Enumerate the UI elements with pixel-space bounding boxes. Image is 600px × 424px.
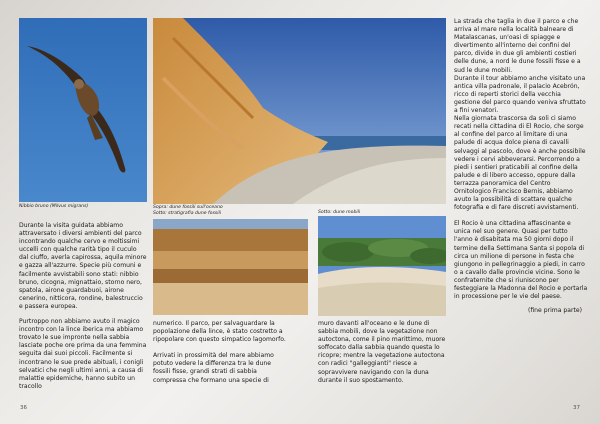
mobile-dunes-photo xyxy=(318,216,446,316)
col1-paragraph-1: Durante la visita guidata abbiamo attraversato i diversi ambienti del parco incontrando qualche cervo e moltissimi uccelli con qualche rarità tipo il cuculo dal ciuffo, averla capirossa, aquila minore e gazza all'azzurre. Specie più comuni e facilmente avvistabili sono stati: nibbio bruno, cicogna, mignattaio, storno nero, spatola, airone guardabuoi, airone cenerino, nitticora, rondine, balestruccio e passera europea. xyxy=(19,222,147,310)
col4-paragraph-3: Nella giornata trascorsa da soli ci siamo recati nella cittadina di El Rocio, che sorge al confine del parco al limitare di una palude di acqua dolce piena di cavalli selvaggi al pascolo, dove è anche possibile vedere i cervi abbeverarsi. Percorrendo a piedi i sentieri praticabili al confine della palude e di libero accesso, oppure dalla terrazza panoramica del Centro Ornitologico Francisco Bernis, abbiamo avuto la possibilità di scattare qualche fotografia e di fare discreti avvistamenti. xyxy=(454,115,586,212)
col1-paragraph-2: Purtroppo non abbiamo avuto il magico incontro con la lince iberica ma abbiamo trovato le sue impronte nella sabbia lasciate poche ore prima da una femmina seguita dai suoi piccoli. Facilmente si incontrano le sue prede abituali, i conigli selvatici che negli ultimi anni, a causa di malattie epidemiche, hanno subito un tracollo xyxy=(19,318,147,390)
kite-caption: Nibbio bruno (Milvus migrans) xyxy=(19,204,89,209)
col4-paragraph-2: Durante il tour abbiamo anche visitato una antica villa padronale, il palacio Acebrón, ricco di reperti storici della vecchia gestione del parco quando veniva sfruttato a fini venatori. xyxy=(454,74,586,115)
col2-text xyxy=(153,320,287,385)
col4-paragraph-1: La strada che taglia in due il parco e che arriva al mare nella località balneare di Matalascanas, un'oasi di spiagge e divertimento all'interno dei confini del parco, divide in due gli ambienti costieri delle dune, a nord le dune fossili fisse e a sud le dune mobili. xyxy=(454,18,581,74)
stratigraphy-photo-art xyxy=(153,219,308,315)
col2-paragraph-2: Arrivati in prossimità del mare abbiamo potuto vedere la differenza tra le dune fossili fisse, grandi strati di sabbia compressa che formano una specie di xyxy=(153,352,274,384)
continued-note: (fine prima parte) xyxy=(527,307,582,315)
dunes-strat-caption: Sotto: stratigrafia dune fossili xyxy=(153,211,222,216)
page-number-right: 37 xyxy=(573,405,580,411)
dunes-top-photo xyxy=(153,18,446,204)
col3-text xyxy=(318,320,446,385)
kite-photo-art xyxy=(19,18,147,202)
dunes-top-photo-art xyxy=(153,18,446,204)
page-number-left: 36 xyxy=(20,405,27,411)
col4-text xyxy=(454,18,588,315)
col2-paragraph-1: numerico. Il parco, per salvaguardare la popolazione della lince, è stato costretto a ripopolare con questo simpatico lagomorfo. xyxy=(153,320,286,344)
col1-text xyxy=(19,222,147,391)
dunes-mobile-caption: Sotto: dune mobili xyxy=(318,210,361,215)
kite-photo xyxy=(19,18,147,202)
col4-paragraph-4: El Rocio è una cittadina affascinante e unica nel suo genere. Quasi per tutto l'anno è disabitata ma 50 giorni dopo il termine della Settimana Santa si popola di circa un milione di persone in festa che giungono in pellegrinaggio a piedi, in carro o a cavallo dalle provincie vicine. Sono le confraternite che si riuniscono per festeggiare la Madonna del Rocio e portarla in processione per le vie del paese. xyxy=(454,220,588,301)
stratigraphy-photo xyxy=(153,219,308,315)
mobile-dunes-photo-art xyxy=(318,216,446,316)
col3-paragraph-1: muro davanti all'oceano e le dune di sabbia mobili, dove la vegetazione non autoctona, come il pino marittimo, muore soffocato dalla sabbia quando questa lo ricopre; mentre la vegetazione autoctona con radici "galleggianti" riesce a sopravvivere navigando con la duna durante il suo spostamento. xyxy=(318,320,446,384)
dunes-top-caption: Sopra: dune fossili sull'oceano xyxy=(153,205,223,210)
